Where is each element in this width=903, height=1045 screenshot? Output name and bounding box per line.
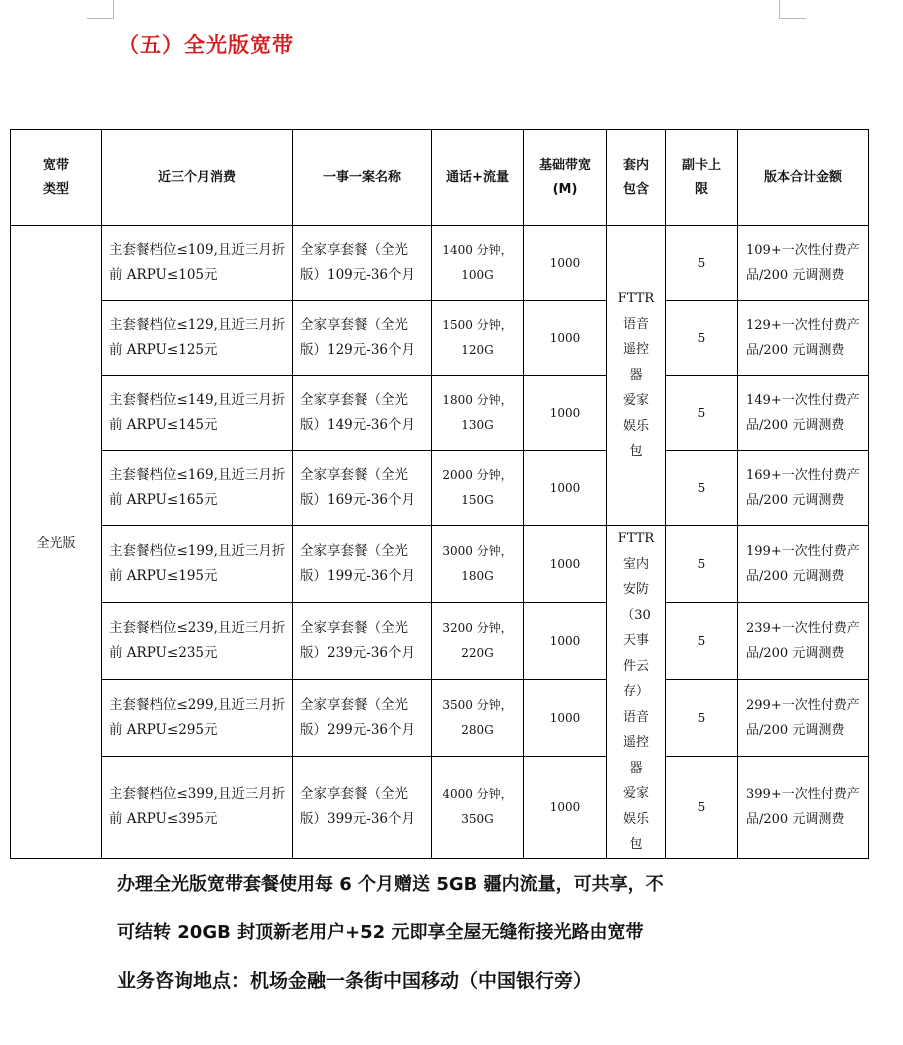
total-amount-cell: 199+一次性付费产品/200 元调测费 (738, 526, 869, 603)
consumption-condition-cell: 主套餐档位≤149,且近三月折前 ARPU≤145元 (102, 376, 293, 451)
total-amount-cell: 129+一次性付费产品/200 元调测费 (738, 301, 869, 376)
sub-card-limit-cell: 5 (666, 226, 738, 301)
consumption-condition-cell: 主套餐档位≤399,且近三月折前 ARPU≤395元 (102, 756, 293, 858)
plan-name-cell: 全家享套餐（全光版）109元-36个月 (293, 226, 432, 301)
header-package-contents: 套内 包含 (607, 130, 666, 226)
voice-data-cell: 1400 分钟， 100G (432, 226, 524, 301)
sub-card-limit-cell: 5 (666, 301, 738, 376)
sub-card-limit-cell: 5 (666, 602, 738, 679)
broadband-type-cell: 全光版 (11, 226, 102, 859)
plan-name-cell: 全家享套餐（全光版）149元-36个月 (293, 376, 432, 451)
consumption-condition-cell: 主套餐档位≤299,且近三月折前 ARPU≤295元 (102, 679, 293, 756)
total-amount-cell: 109+一次性付费产品/200 元调测费 (738, 226, 869, 301)
bandwidth-cell: 1000 (524, 679, 607, 756)
bandwidth-cell: 1000 (524, 226, 607, 301)
plan-name-cell: 全家享套餐（全光版）239元-36个月 (293, 602, 432, 679)
table-row (11, 602, 869, 679)
page-corner-mark-right (779, 0, 806, 19)
header-recent-consumption: 近三个月消费 (102, 130, 293, 226)
table-row (11, 301, 869, 376)
voice-data-cell: 3200 分钟， 220G (432, 602, 524, 679)
table-row (11, 526, 869, 603)
bandwidth-cell: 1000 (524, 301, 607, 376)
total-amount-cell: 239+一次性付费产品/200 元调测费 (738, 602, 869, 679)
header-sub-card-limit: 副卡上 限 (666, 130, 738, 226)
voice-data-cell: 4000 分钟， 350G (432, 756, 524, 858)
plan-name-cell: 全家享套餐（全光版）399元-36个月 (293, 756, 432, 858)
plan-name-cell: 全家享套餐（全光版）299元-36个月 (293, 679, 432, 756)
service-location-note: 业务咨询地点：机场金融一条街中国移动（中国银行旁） (117, 970, 593, 992)
table-row (11, 451, 869, 526)
consumption-condition-cell: 主套餐档位≤129,且近三月折前 ARPU≤125元 (102, 301, 293, 376)
table-row (11, 376, 869, 451)
bandwidth-cell: 1000 (524, 756, 607, 858)
section-heading: （五）全光版宽带 (118, 33, 294, 57)
table-header-row (11, 130, 869, 226)
page-corner-mark-left (87, 0, 114, 19)
plan-name-cell: 全家享套餐（全光版）129元-36个月 (293, 301, 432, 376)
sub-card-limit-cell: 5 (666, 679, 738, 756)
header-broadband-type: 宽带 类型 (11, 130, 102, 226)
header-voice-data: 通话+流量 (432, 130, 524, 226)
consumption-condition-cell: 主套餐档位≤239,且近三月折前 ARPU≤235元 (102, 602, 293, 679)
bandwidth-cell: 1000 (524, 602, 607, 679)
sub-card-limit-cell: 5 (666, 376, 738, 451)
bandwidth-cell: 1000 (524, 451, 607, 526)
consumption-condition-cell: 主套餐档位≤169,且近三月折前 ARPU≤165元 (102, 451, 293, 526)
header-base-bandwidth: 基础带宽 (M) (524, 130, 607, 226)
bandwidth-cell: 1000 (524, 526, 607, 603)
consumption-condition-cell: 主套餐档位≤199,且近三月折前 ARPU≤195元 (102, 526, 293, 603)
promo-note-line-2: 可结转 20GB 封顶新老用户+52 元即享全屋无缝衔接光路由宽带 (117, 922, 644, 943)
voice-data-cell: 1500 分钟， 120G (432, 301, 524, 376)
plan-name-cell: 全家享套餐（全光版）199元-36个月 (293, 526, 432, 603)
table-row (11, 756, 869, 858)
voice-data-cell: 2000 分钟， 150G (432, 451, 524, 526)
broadband-plan-table (10, 129, 869, 859)
total-amount-cell: 299+一次性付费产品/200 元调测费 (738, 679, 869, 756)
header-plan-name: 一事一案名称 (293, 130, 432, 226)
promo-note-line-1: 办理全光版宽带套餐使用每 6 个月赠送 5GB 疆内流量，可共享，不 (117, 874, 664, 895)
sub-card-limit-cell: 5 (666, 756, 738, 858)
total-amount-cell: 399+一次性付费产品/200 元调测费 (738, 756, 869, 858)
plan-name-cell: 全家享套餐（全光版）169元-36个月 (293, 451, 432, 526)
consumption-condition-cell: 主套餐档位≤109,且近三月折前 ARPU≤105元 (102, 226, 293, 301)
voice-data-cell: 3000 分钟， 180G (432, 526, 524, 603)
table-row (11, 226, 869, 301)
voice-data-cell: 1800 分钟， 130G (432, 376, 524, 451)
total-amount-cell: 149+一次性付费产品/200 元调测费 (738, 376, 869, 451)
total-amount-cell: 169+一次性付费产品/200 元调测费 (738, 451, 869, 526)
bandwidth-cell: 1000 (524, 376, 607, 451)
header-total-amount: 版本合计金额 (738, 130, 869, 226)
package-contents-cell: FTTR 语音 遥控 器 爱家 娱乐 包 (607, 226, 666, 526)
table-row (11, 679, 869, 756)
package-contents-cell: FTTR 室内 安防 （30 天事 件云 存） 语音 遥控 器 爱家 娱乐 包 (607, 526, 666, 859)
sub-card-limit-cell: 5 (666, 526, 738, 603)
voice-data-cell: 3500 分钟， 280G (432, 679, 524, 756)
sub-card-limit-cell: 5 (666, 451, 738, 526)
